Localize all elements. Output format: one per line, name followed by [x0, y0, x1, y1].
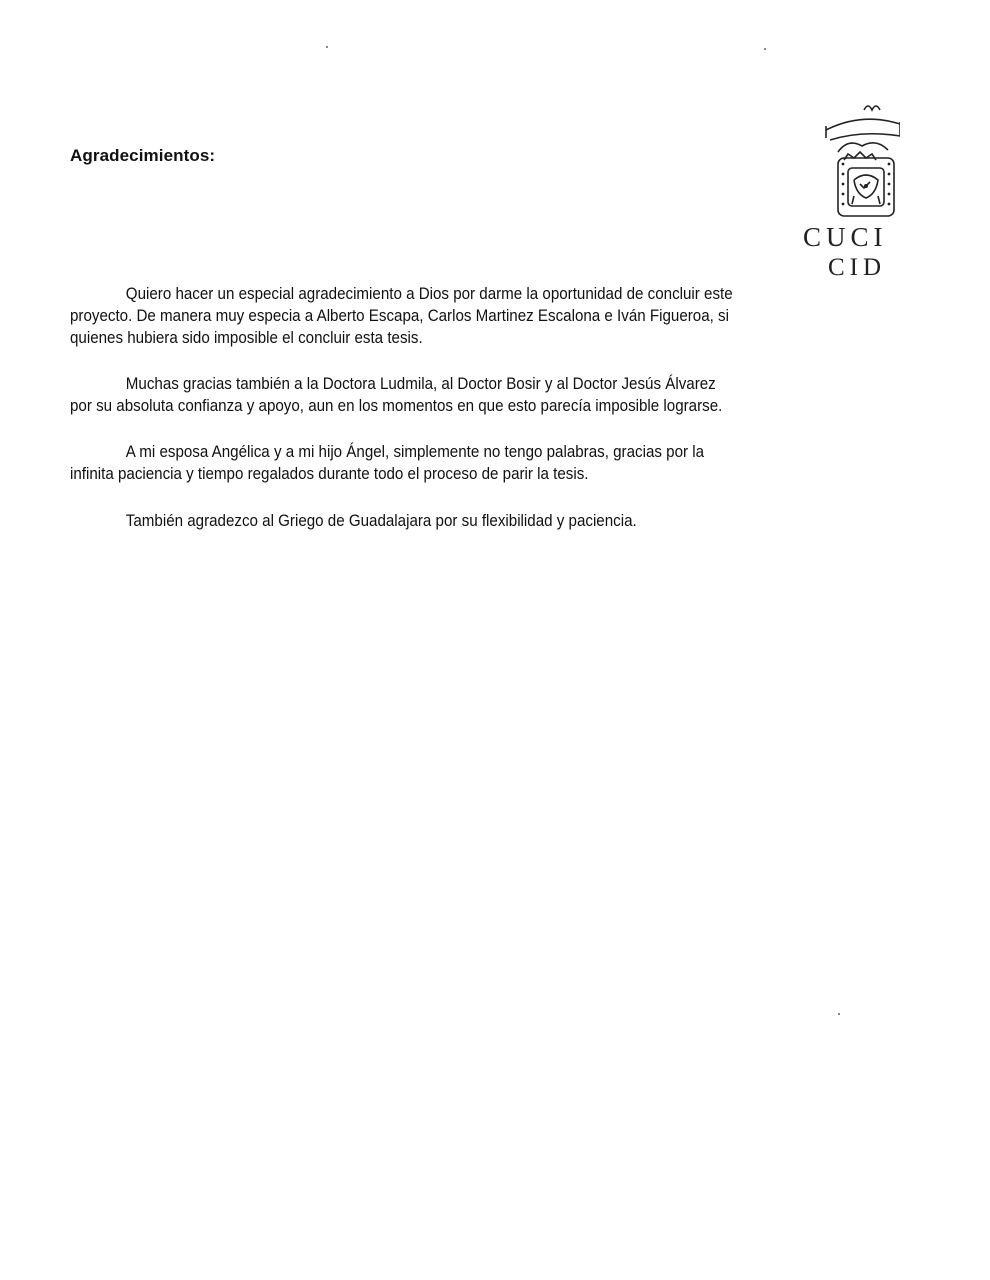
paragraph-text: A mi esposa Angélica y a mi hijo Ángel, simplemente no tengo palabras, gracias por la infinita paciencia y tiempo regalados durante todo el proceso de parir la tesis. [70, 443, 705, 483]
seal-label-line-1: CUCI [803, 222, 888, 252]
paragraph-4 [70, 510, 740, 532]
scan-speck [326, 46, 328, 48]
paragraph-2 [70, 373, 740, 417]
scan-speck [764, 48, 766, 50]
paragraph-1 [70, 283, 740, 349]
paragraph-3 [70, 441, 740, 485]
university-seal-icon [824, 100, 900, 226]
scan-speck [838, 1013, 840, 1015]
paragraph-text: También agradezco al Griego de Guadalajara por su flexibilidad y paciencia. [125, 512, 637, 530]
page-heading: Agradecimientos: [70, 146, 216, 165]
paragraph-text: Quiero hacer un especial agradecimiento a Dios por darme la oportunidad de concluir este proyecto. De manera muy especia a Alberto Escapa, Carlos Martinez Escalona e Iván Figueroa, si quienes hubiera sido imposible el concluir esta tesis. [70, 285, 733, 347]
seal-label-line-2: CID [828, 254, 887, 281]
paragraph-text: Muchas gracias también a la Doctora Ludmila, al Doctor Bosir y al Doctor Jesús Álvarez por su absoluta confianza y apoyo, aun en los momentos en que esto parecía imposible lograrse. [70, 375, 723, 415]
